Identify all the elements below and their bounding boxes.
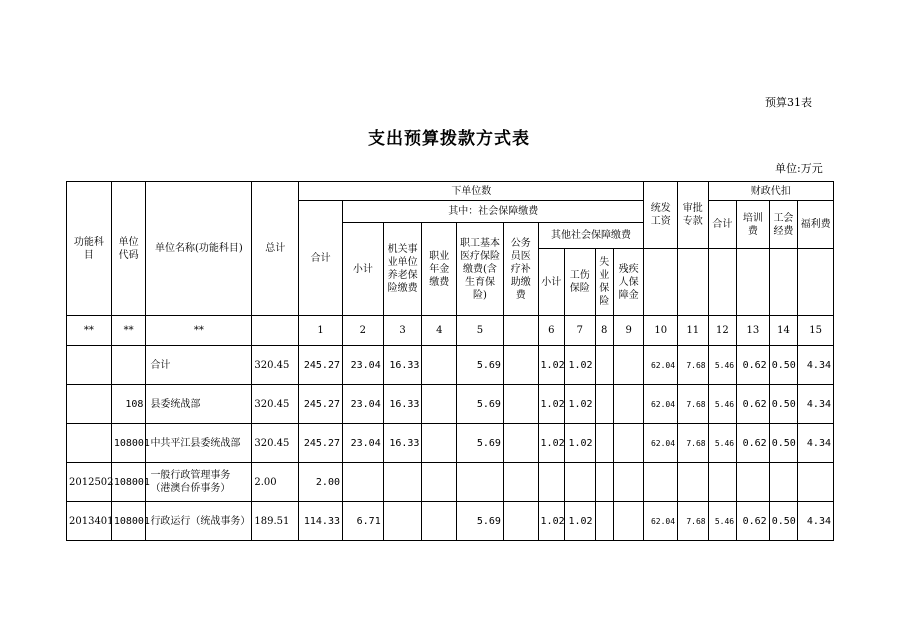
approval-cell: 7.68 [678, 346, 709, 385]
unit-label: 单位:万元 [775, 162, 823, 175]
col-blank-welfare [798, 249, 834, 316]
civil-cell [503, 385, 538, 424]
salary-cell: 62.04 [644, 424, 678, 463]
col-unified-salary: 统发工资 [644, 182, 678, 249]
welfare-cell: 4.34 [798, 346, 834, 385]
index-cell: 14 [769, 316, 798, 346]
total-cell: 320.45 [252, 385, 299, 424]
fiscal-sum-cell: 5.46 [708, 424, 737, 463]
pension-cell: 16.33 [383, 385, 422, 424]
code-cell [111, 346, 146, 385]
col-blank-union [769, 249, 798, 316]
approval-cell: 7.68 [678, 424, 709, 463]
name-cell: 一般行政管理事务（港澳台侨事务） [146, 463, 252, 502]
disabled-cell [613, 424, 644, 463]
code-cell: 108001 [111, 424, 146, 463]
col-other-subtotal: 小计 [538, 249, 564, 316]
fiscal-sum-cell: 5.46 [708, 385, 737, 424]
salary-cell [644, 463, 678, 502]
pension-cell [383, 502, 422, 541]
annuity-cell [422, 502, 457, 541]
civil-cell [503, 502, 538, 541]
injury-cell: 1.02 [565, 424, 596, 463]
medical-cell: 5.69 [457, 385, 504, 424]
subtotal-cell [343, 463, 384, 502]
injury-cell: 1.02 [565, 346, 596, 385]
col-employee-medical: 职工基本医疗保险缴费(含生育保险) [457, 223, 504, 316]
index-cell [503, 316, 538, 346]
injury-cell: 1.02 [565, 502, 596, 541]
disabled-cell [613, 463, 644, 502]
index-cell: 6 [538, 316, 564, 346]
index-cell: 8 [595, 316, 613, 346]
salary-cell: 62.04 [644, 385, 678, 424]
table-header [67, 182, 834, 346]
index-cell: 2 [343, 316, 384, 346]
other-subtotal-cell: 1.02 [538, 424, 564, 463]
disabled-cell [613, 346, 644, 385]
table-row [67, 346, 834, 385]
col-injury: 工伤保险 [565, 249, 596, 316]
table-row [67, 424, 834, 463]
welfare-cell: 4.34 [798, 385, 834, 424]
func-cell: 2012502 [67, 463, 112, 502]
col-blank-fsum [708, 249, 737, 316]
disabled-cell [613, 502, 644, 541]
other-subtotal-cell: 1.02 [538, 346, 564, 385]
col-unemployment: 失业保险 [595, 249, 613, 316]
index-cell: 13 [737, 316, 770, 346]
col-civil-servant-medical: 公务员医疗补助缴费 [503, 223, 538, 316]
col-training: 培训费 [737, 201, 770, 249]
code-cell: 108 [111, 385, 146, 424]
total-cell: 189.51 [252, 502, 299, 541]
budget-table [66, 181, 834, 541]
total-cell: 320.45 [252, 346, 299, 385]
pension-cell [383, 463, 422, 502]
training-cell: 0.62 [737, 424, 770, 463]
subtotal-cell: 23.04 [343, 346, 384, 385]
unemployment-cell [595, 385, 613, 424]
civil-cell [503, 463, 538, 502]
training-cell [737, 463, 770, 502]
index-cell: 1 [299, 316, 343, 346]
unemployment-cell [595, 346, 613, 385]
civil-cell [503, 346, 538, 385]
func-cell [67, 385, 112, 424]
union-cell: 0.50 [769, 385, 798, 424]
page-title: 支出预算拨款方式表 [368, 129, 530, 149]
approval-cell: 7.68 [678, 385, 709, 424]
subtotal-cell: 6.71 [343, 502, 384, 541]
union-cell [769, 463, 798, 502]
medical-cell: 5.69 [457, 346, 504, 385]
unemployment-cell [595, 502, 613, 541]
fiscal-sum-cell [708, 463, 737, 502]
medical-cell: 5.69 [457, 502, 504, 541]
index-cell: 12 [708, 316, 737, 346]
union-cell: 0.50 [769, 346, 798, 385]
index-cell: 15 [798, 316, 834, 346]
annuity-cell [422, 463, 457, 502]
other-subtotal-cell [538, 463, 564, 502]
sum-cell: 245.27 [299, 424, 343, 463]
welfare-cell: 4.34 [798, 424, 834, 463]
func-cell: 2013401 [67, 502, 112, 541]
col-union: 工会经费 [769, 201, 798, 249]
index-cell: 7 [565, 316, 596, 346]
salary-cell: 62.04 [644, 346, 678, 385]
col-unit-name: 单位名称(功能科目) [146, 182, 252, 316]
sum-cell: 245.27 [299, 385, 343, 424]
col-total: 总计 [252, 182, 299, 316]
civil-cell [503, 424, 538, 463]
index-cell: 9 [613, 316, 644, 346]
index-cell: 4 [422, 316, 457, 346]
training-cell: 0.62 [737, 346, 770, 385]
col-welfare: 福利费 [798, 201, 834, 249]
col-approval: 审批专款 [678, 182, 709, 249]
table-row [67, 385, 834, 424]
col-fiscal-agent: 财政代扣 [708, 182, 833, 201]
index-cell: 5 [457, 316, 504, 346]
union-cell: 0.50 [769, 502, 798, 541]
sum-cell: 114.33 [299, 502, 343, 541]
col-other-social: 其他社会保障缴费 [538, 223, 644, 249]
index-cell: ** [67, 316, 112, 346]
training-cell: 0.62 [737, 385, 770, 424]
col-unit-code: 单位代码 [111, 182, 146, 316]
welfare-cell: 4.34 [798, 502, 834, 541]
func-cell [67, 424, 112, 463]
name-cell: 县委统战部 [146, 385, 252, 424]
col-org-pension: 机关事业单位养老保险缴费 [383, 223, 422, 316]
injury-cell: 1.02 [565, 385, 596, 424]
col-subtotal-sum: 合计 [299, 201, 343, 316]
index-cell: 10 [644, 316, 678, 346]
sum-cell: 2.00 [299, 463, 343, 502]
annuity-cell [422, 346, 457, 385]
subtotal-cell: 23.04 [343, 424, 384, 463]
unemployment-cell [595, 424, 613, 463]
salary-cell: 62.04 [644, 502, 678, 541]
index-cell: 11 [678, 316, 709, 346]
injury-cell [565, 463, 596, 502]
annuity-cell [422, 424, 457, 463]
code-cell: 108001 [111, 502, 146, 541]
form-number: 预算31表 [765, 96, 812, 109]
col-fiscal-sum: 合计 [708, 201, 737, 249]
sum-cell: 245.27 [299, 346, 343, 385]
name-cell: 合计 [146, 346, 252, 385]
other-subtotal-cell: 1.02 [538, 502, 564, 541]
welfare-cell [798, 463, 834, 502]
medical-cell: 5.69 [457, 424, 504, 463]
index-cell: ** [146, 316, 252, 346]
name-cell: 行政运行（统战事务） [146, 502, 252, 541]
name-cell: 中共平江县委统战部 [146, 424, 252, 463]
col-lower-unit-count: 下单位数 [299, 182, 644, 201]
func-cell [67, 346, 112, 385]
pension-cell: 16.33 [383, 346, 422, 385]
training-cell: 0.62 [737, 502, 770, 541]
table-row [67, 502, 834, 541]
other-subtotal-cell: 1.02 [538, 385, 564, 424]
col-subtotal: 小计 [343, 223, 384, 316]
union-cell: 0.50 [769, 424, 798, 463]
annuity-cell [422, 385, 457, 424]
index-row [67, 316, 834, 346]
subtotal-cell: 23.04 [343, 385, 384, 424]
fiscal-sum-cell: 5.46 [708, 502, 737, 541]
code-cell: 108001 [111, 463, 146, 502]
col-func-subject: 功能科目 [67, 182, 112, 316]
medical-cell [457, 463, 504, 502]
col-blank-training [737, 249, 770, 316]
index-cell: 3 [383, 316, 422, 346]
col-disabled-fund: 残疾人保障金 [613, 249, 644, 316]
unemployment-cell [595, 463, 613, 502]
disabled-cell [613, 385, 644, 424]
table-row [67, 463, 834, 502]
fiscal-sum-cell: 5.46 [708, 346, 737, 385]
col-blank-approval [678, 249, 709, 316]
col-social-security: 其中：社会保障缴费 [343, 201, 644, 223]
total-cell: 320.45 [252, 424, 299, 463]
table-body [67, 346, 834, 541]
approval-cell [678, 463, 709, 502]
col-blank-salary [644, 249, 678, 316]
approval-cell: 7.68 [678, 502, 709, 541]
total-cell: 2.00 [252, 463, 299, 502]
pension-cell: 16.33 [383, 424, 422, 463]
index-cell [252, 316, 299, 346]
index-cell: ** [111, 316, 146, 346]
col-occupational-annuity: 职业年金缴费 [422, 223, 457, 316]
